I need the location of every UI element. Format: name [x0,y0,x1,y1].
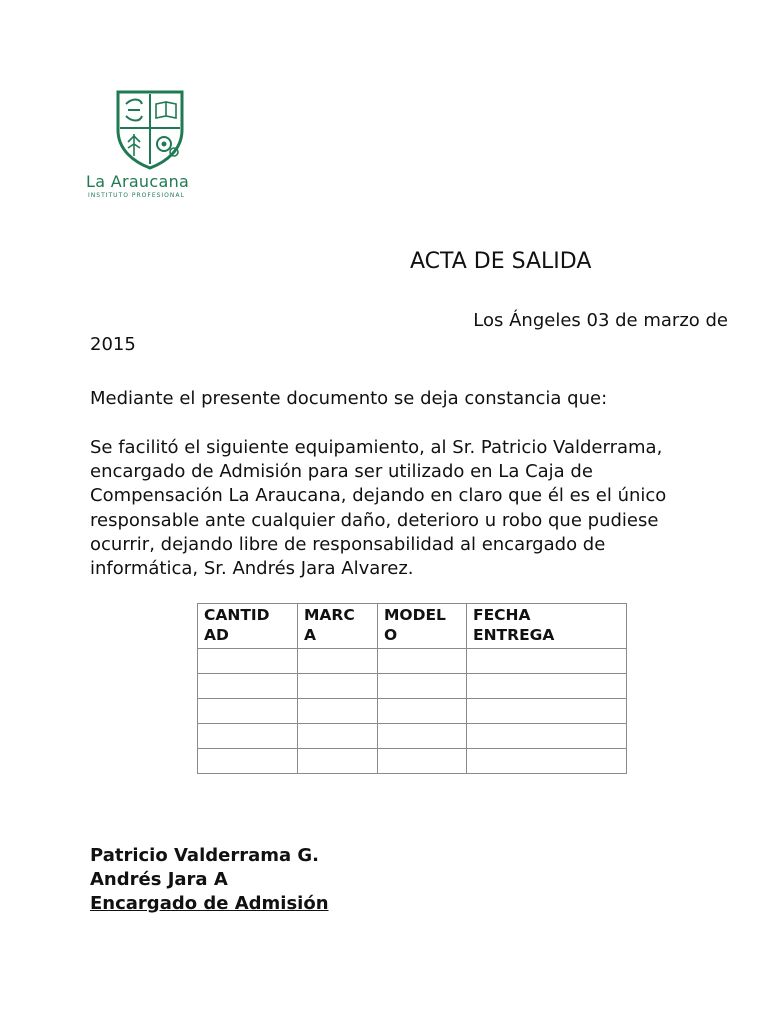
body-line: Se facilitó el siguiente equipamiento, al Sr. Patricio Valderrama, [90,437,663,458]
table-cell [198,724,298,749]
table-cell [467,674,627,699]
date-line-2: 2015 [90,334,136,355]
table-cell [298,749,378,774]
table-cell [298,674,378,699]
body-line: informática, Sr. Andrés Jara Alvarez. [90,558,414,580]
table-cell [467,724,627,749]
body-line: encargado de Admisión para ser utilizado en La Caja de [90,461,593,483]
table-cell [198,699,298,724]
logo-subtitle: INSTITUTO PROFESIONAL [88,192,185,199]
signature-name-1: Patricio Valderrama G. [90,845,320,866]
table-cell [467,749,627,774]
header-cantidad: CANTID AD [198,604,298,649]
table-row [198,724,627,749]
equipment-table [197,603,627,774]
table-cell [298,649,378,674]
table-cell [378,724,467,749]
signature-role: Encargado de Admisión [90,893,329,914]
table-cell [298,724,378,749]
table-cell [378,649,467,674]
header-fecha-entrega: FECHA ENTREGA [467,604,627,649]
table-cell [467,699,627,724]
table-header-row [198,604,627,649]
table-cell [198,674,298,699]
shield-crest-icon [116,90,186,170]
header-marca: MARC A [298,604,378,649]
header-modelo: MODEL O [378,604,467,649]
signature-name-2: Andrés Jara A [90,869,228,890]
table-row [198,649,627,674]
table-cell [298,699,378,724]
logo-name: La Araucana [86,172,190,191]
table-cell [378,749,467,774]
table-cell [198,649,298,674]
table-cell [198,749,298,774]
body-line: Compensación La Araucana, dejando en claro que él es el único [90,485,667,507]
table-row [198,699,627,724]
table-row [198,749,627,774]
intro-paragraph: Mediante el presente documento se deja constancia que: [90,388,608,409]
body-paragraph [90,436,740,581]
body-line: responsable ante cualquier daño, deterioro u robo que pudiese [90,509,659,531]
document-title: ACTA DE SALIDA [410,249,592,274]
table-cell [467,649,627,674]
table-cell [378,699,467,724]
body-line: ocurrir, dejando libre de responsabilidad al encargado de [90,533,606,555]
signature-block [90,844,329,916]
table-cell [378,674,467,699]
date-line-1: Los Ángeles 03 de marzo de [473,310,728,331]
institution-logo [86,90,216,204]
table-row [198,674,627,699]
